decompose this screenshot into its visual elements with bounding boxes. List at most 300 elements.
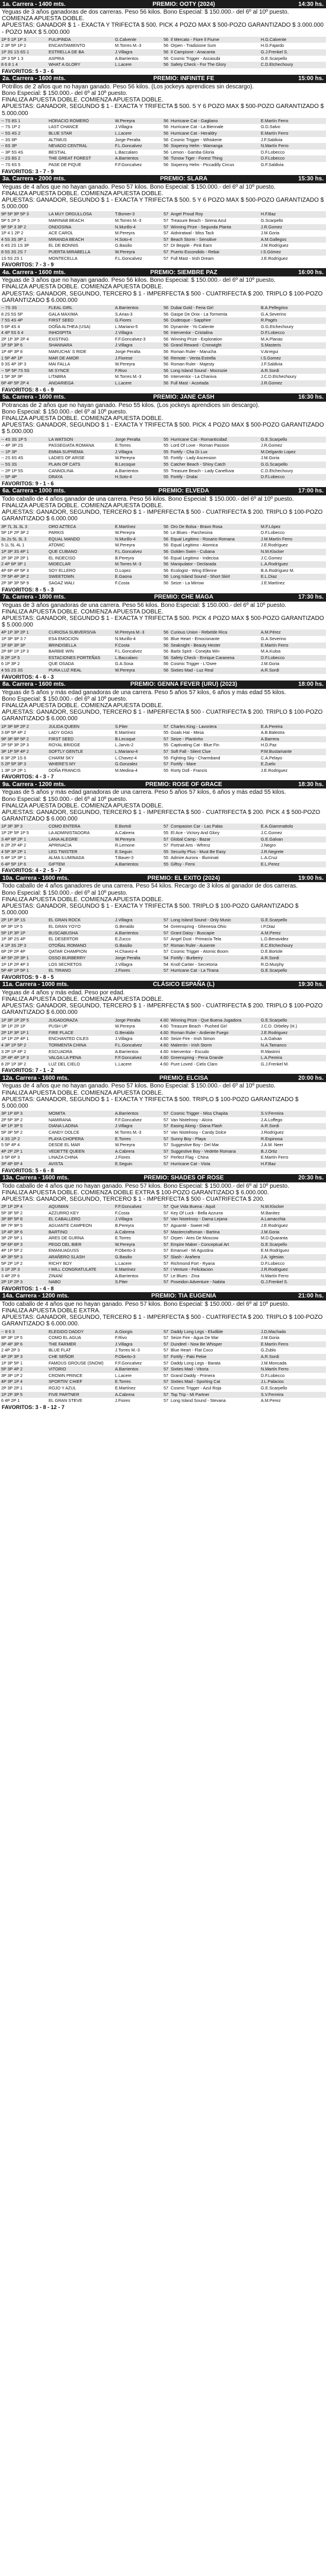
weight: 57 <box>164 1123 168 1129</box>
favorites: FAVORITOS: 8 - 6 - 9 <box>2 386 54 393</box>
jockey: J.Torres M.-3 <box>115 1347 140 1353</box>
entry-row <box>0 1398 326 1404</box>
condition-line: Yeguas de 3 años ganadoras de una carrera. Peso 56 kilos. Bono Especial: $ 150.000.- del 6º al 10º puesto. <box>2 602 287 609</box>
sire-dam: Angel Proud Roy <box>171 211 203 217</box>
trainer: I.P.Diaz <box>261 924 276 930</box>
weight: 56 <box>164 62 168 68</box>
condition-line: APUESTAS: GANADOR, SEGUNDO, TERCERO $ 1 - IMPERFECTA $ 500 - CUATRIFECTA $ 200. TRIPLO $ 100-POZO GARANTIZADO $ 6.000.000 <box>2 1003 323 1016</box>
weight: 56 <box>164 642 168 648</box>
jockey: S.Arias-3 <box>115 311 133 317</box>
sire-dam: Orpen - Ares De Moscow <box>171 1235 219 1241</box>
weight: 56 <box>164 661 168 667</box>
sire-dam: Knoll Cartier - Secretoria <box>171 961 218 967</box>
jockey: F.Costa <box>115 580 130 586</box>
entry-row <box>0 462 326 468</box>
weight: 4.60 <box>160 1017 168 1023</box>
jockey: L.Baccalaro <box>115 149 138 155</box>
weight: 57 <box>164 1204 168 1210</box>
weight: 57 <box>164 917 168 923</box>
entry-row <box>0 955 326 962</box>
horse-name: ENCHANTED CILES <box>49 1036 89 1042</box>
entry-row <box>0 1379 326 1385</box>
horse-name: EL GRAN ROCK <box>49 917 81 923</box>
weight: 55 <box>164 474 168 480</box>
race-conditions <box>0 495 326 524</box>
sire-dam: Cosmic Trigger - Azul Roja <box>171 1385 222 1391</box>
jockey: G.Basilio <box>115 1254 132 1260</box>
horse-name: SOY ELLERO <box>49 567 76 573</box>
jockey: W.Pereyra <box>115 530 135 536</box>
jockey: G.Calvente <box>115 36 136 42</box>
sire-dam: Hurricane Cat - Romanticidad <box>171 436 227 442</box>
jockey: F.F.Goncalvez-3 <box>115 336 146 342</box>
race-number: 13a. Carrera - 1600 mts. <box>2 1175 69 1182</box>
race-conditions <box>0 276 326 305</box>
sire-dam: Emanuel - Mi Agustina <box>171 1248 213 1254</box>
recent-form: 2P 3P 2P 1 <box>1 1385 23 1391</box>
horse-name: COMO EL AGUA <box>49 1335 81 1341</box>
horse-name: LAST CHANCE <box>49 124 79 130</box>
favorites: FAVORITOS: 8 - 5 - 3 <box>2 586 54 593</box>
race-block <box>0 780 326 874</box>
horse-name: MAR DE AMOR <box>49 355 79 361</box>
entry-row <box>0 968 326 974</box>
condition-line: FINALIZA APUESTA DOBLE. COMIENZA APUESTA DOBLE. <box>2 996 164 1003</box>
entry-row <box>0 930 326 937</box>
entry-row <box>0 56 326 62</box>
sire-dam: Treasure Beach - Lady Canelluva <box>171 468 234 473</box>
sire-dam: Seize Fire - Irish Simon <box>171 1036 215 1042</box>
race-block <box>0 0 326 75</box>
race-number: 3a. Carrera - 2000 mts. <box>2 176 66 183</box>
sire-dam: Top Trip - Mi Partner <box>171 1391 210 1397</box>
weight: 57 <box>164 1391 168 1397</box>
sire-dam: Beach Storm - Sensitive <box>171 236 217 242</box>
race-block <box>0 487 326 593</box>
recent-form: 9P 3P 9P 5P 2 <box>1 736 29 742</box>
race-time: 18:00 hs. <box>298 681 324 688</box>
jockey: A.Barrientos <box>115 1366 139 1372</box>
recent-form: 5 1L 5L 4L 1 <box>1 542 25 548</box>
horse-name: TORMENTA CHINA <box>49 1042 87 1048</box>
jockey: S.Piter <box>115 723 128 729</box>
jockey: T.Bomer-3 <box>115 211 135 217</box>
entry-row <box>0 1204 326 1210</box>
sire-dam: I Venture - Felicitacion <box>171 1267 213 1273</box>
entry-row <box>0 49 326 56</box>
horse-name: BARBIE WIN <box>49 648 74 654</box>
weight: 57 <box>164 1235 168 1241</box>
trainer: A.M.Gallegos <box>261 236 287 242</box>
sire-dam: Roman Ruler - Majesty <box>171 361 215 367</box>
trainer: J.E.Rodríguez <box>261 542 288 548</box>
jockey: M.Torres M.-3 <box>115 374 142 380</box>
condition-line: FINALIZA APUESTA DOBLE. COMIENZA APUESTA DOBLE. <box>2 415 164 422</box>
sire-dam: Il Campione - Anacanta <box>171 49 215 55</box>
entry-row <box>0 305 326 311</box>
jockey: E.Gaona <box>115 574 132 580</box>
race-header <box>0 75 326 83</box>
recent-form: 4 1P 3S 2P 3 <box>1 942 27 948</box>
trainer: G.E.Scarpello <box>261 1241 287 1247</box>
trainer: J.D.Machado <box>261 1328 286 1334</box>
horse-name: SWEETOWN <box>49 574 74 580</box>
entry-row <box>0 1049 326 1055</box>
recent-form: 5P 3P 5P 2 <box>1 1210 23 1216</box>
entry-row <box>0 317 326 324</box>
trainer: R.Mastrini <box>261 1048 280 1054</box>
entries-table <box>0 724 326 774</box>
jockey: L.Lacere <box>115 380 132 386</box>
condition-line: Yeguas de 3 años ganadoras de dos carreras. Peso 56 kilos. Bono Especial: $ 150.000.- del 6º al 10º puesto. <box>2 9 289 15</box>
sire-dam: Cosmic Trigger - L'Osee <box>171 661 217 667</box>
sire-dam: Equal Legitimo - Atomica <box>171 542 218 548</box>
race-time: 15:30 hs. <box>298 176 324 183</box>
sire-dam: Safety Check - For The Glory <box>171 62 226 68</box>
race-block <box>0 1292 326 1411</box>
horse-name: DRAYA <box>49 474 63 480</box>
entries-table <box>0 305 326 387</box>
horse-name: EL TIRANO <box>49 968 71 974</box>
sire-dam: Treasure Beach - Sirena Azul <box>171 217 226 223</box>
weight: 57 <box>164 949 168 955</box>
entry-row <box>0 162 326 168</box>
recent-form: 1P 3P 6P 2P 2 <box>1 723 29 729</box>
sire-dam: Greenspring - Ghenesia Ohio <box>171 924 226 930</box>
horse-name: LUZ DEL CIELO <box>49 1061 80 1067</box>
weight: 56 <box>164 629 168 635</box>
weight: 55 <box>164 755 168 761</box>
horse-name: MARINAB BEACH <box>49 217 84 223</box>
sire-dam: Equal Legitimo - Indecisa <box>171 555 219 561</box>
race-conditions <box>0 989 326 1017</box>
recent-form: 6 4P 2P 1 <box>1 1398 20 1404</box>
sire-dam: Lemon - Gamba Gloria <box>171 149 215 155</box>
jockey: L.Lacere <box>115 130 132 136</box>
race-time: 18:30 hs. <box>298 781 324 788</box>
recent-form: -- 5S 4S 2 <box>1 130 21 136</box>
trainer: A.M.Perez <box>261 930 281 936</box>
horse-name: EMMA SUPREMA <box>49 449 84 454</box>
race-premio: PREMIO: OOTY (2024) <box>152 1 215 8</box>
weight: 56 <box>164 349 168 355</box>
entries-table <box>0 1017 326 1068</box>
jockey: F.L.Goncalvez <box>115 1042 142 1048</box>
weight: 56 <box>164 667 168 673</box>
weight: 57 <box>164 1142 168 1148</box>
entry-row <box>0 861 326 868</box>
jockey: G.Beraldo <box>115 924 135 930</box>
trainer: L.A.Pereira <box>261 1055 282 1061</box>
weight: 56 <box>164 336 168 342</box>
recent-form: 8 2P 1P 5 <box>1 654 20 660</box>
sire-dam: Cosmic Trigger - Whiskerie <box>171 136 222 142</box>
trainer: C.D.Etchechoury <box>261 468 293 473</box>
race-number: 14a. Carrera - 1200 mts. <box>2 1293 69 1300</box>
jockey: J.Villagra <box>115 49 133 55</box>
weight: 56 <box>164 36 168 42</box>
horse-name: APRINACIA <box>49 842 72 848</box>
jockey: N.Murillo-4 <box>115 635 136 641</box>
recent-form: 2P 1P 2P 3 <box>1 1279 23 1285</box>
race-premio: PREMIO: TIA EUGENIA <box>151 1293 216 1300</box>
weight: 4.60 <box>160 1048 168 1054</box>
trainer: J.E.Rodriguez <box>261 1029 288 1035</box>
horse-name: ARES DE GURNA <box>49 1235 84 1241</box>
horse-name: LEG TWISTER <box>49 848 78 854</box>
entry-row <box>0 749 326 755</box>
race-number: 12a. Carrera - 1600 mts. <box>2 1074 69 1082</box>
trainer: G.E.Scarpello <box>261 1017 287 1023</box>
recent-form: 3 5P 6P 3 <box>1 1155 20 1160</box>
entry-row <box>0 549 326 555</box>
weight: 57 <box>164 1273 168 1279</box>
entry-row <box>0 755 326 762</box>
weight: 56 <box>164 523 168 529</box>
horse-name: LANA ALEGRE <box>49 836 78 842</box>
recent-form: 3P 8P 5P 8 <box>1 1216 23 1222</box>
entry-row <box>0 380 326 387</box>
recent-form: 5P 4P 1P 5P 1 <box>1 968 29 974</box>
trainer: E.L.Diaz <box>261 574 277 580</box>
recent-form: 2P 1P 3P 2P 4 <box>1 336 29 342</box>
sire-dam: Winning Prize - Exploration <box>171 336 222 342</box>
horse-name: ALMA ILUMINADA <box>49 855 85 861</box>
sire-dam: Dubai Gold - Feria Girl <box>171 304 213 310</box>
weight: 56 <box>164 580 168 586</box>
race-premio: PREMIO: ELCISA <box>159 1074 209 1082</box>
entry-row <box>0 1329 326 1335</box>
jockey: B.Pereyra <box>115 1222 134 1228</box>
recent-form: 5P 3P 5P 2 <box>1 1129 23 1135</box>
horse-name: DESDE EL MAR <box>49 1142 81 1148</box>
trainer: M.D.Quaranta <box>261 1235 288 1241</box>
weight: 57 <box>164 1229 168 1235</box>
sire-dam: Sunny Boy - Playa <box>171 1136 206 1141</box>
weight: 56 <box>164 635 168 641</box>
horse-name: ESTRELLA DE BA <box>49 49 84 55</box>
sire-dam: Rorty Doll - Francis <box>171 767 207 773</box>
sire-dam: Winning Prize - Segunda Planta <box>171 224 231 230</box>
jockey: Jorge Peralta <box>115 349 140 355</box>
race-time: 19:30 hs. <box>298 981 324 988</box>
trainer: E.C.Etchechoury <box>261 942 293 948</box>
trainer: A.Barrera <box>261 736 279 742</box>
horse-name: BRINDISELLA <box>49 642 76 648</box>
recent-form: 4P 1P 3P 5 <box>1 1123 23 1129</box>
trainer: P.M.Bustamante <box>261 748 292 754</box>
trainer: L.A.Galvan <box>261 1036 282 1042</box>
trainer: A.R.Sordi <box>261 667 279 673</box>
trainer: L.D.Benavidez <box>261 936 289 942</box>
recent-form: 8 3P 2P 1S 6 <box>1 755 27 761</box>
condition-line: APUESTAS: GANADOR, SEGUNDO, TERCERO $ 1 - IMPERFECTA $ 500 - CUATRIFECTA $ 200. <box>2 1195 265 1203</box>
trainer: G.F.Saldivia <box>261 161 284 167</box>
race-header <box>0 268 326 276</box>
horse-name: PLAIN OF CATS <box>49 462 81 468</box>
sire-dam: Seize Fire - Agua De Mar <box>171 1335 219 1341</box>
trainer: J.A.M. Neer <box>261 1142 283 1148</box>
horse-name: LA ADMINISTADORA <box>49 829 90 835</box>
sire-dam: Fortify - Mare <box>171 761 196 767</box>
entry-row <box>0 355 326 362</box>
recent-form: 4 3S 1P 2 <box>1 1136 20 1141</box>
jockey: W.Pereyra <box>115 667 135 673</box>
sire-dam: Ecologist - Wing Ellerine <box>171 567 217 573</box>
weight: 57 <box>164 1328 168 1334</box>
jockey: W.Pereyra <box>115 117 135 123</box>
jockey: F.F.Goncalvez <box>115 1055 142 1061</box>
sire-dam: Gaspe De Onix - La Tormenta <box>171 311 228 317</box>
race-time: 20:30 hs. <box>298 1175 324 1182</box>
entry-row <box>0 218 326 224</box>
trainer: G.E.Galvan <box>261 836 283 842</box>
horse-name: MIRANDA BEACH <box>49 236 84 242</box>
recent-form: 1P 2P 3P 5 <box>1 1391 23 1397</box>
weight: 56 <box>164 367 168 373</box>
trainer: D.F.Lobecco <box>261 1372 285 1378</box>
race-header <box>0 1074 326 1082</box>
sire-dam: Daddy Long Legs - Eludible <box>171 1328 223 1334</box>
sire-dam: Blue Heart - Flat Coco <box>171 1347 213 1353</box>
race-number: 7a. Carrera - 1800 mts. <box>2 594 66 601</box>
jockey: M.Pereyra M.-3 <box>115 629 145 635</box>
weight: 57 <box>164 1248 168 1254</box>
weight: 57 <box>164 1354 168 1360</box>
recent-form: 1P 4 1 2P 2 <box>1 230 24 236</box>
horse-name: ESA EMOCION <box>49 635 79 641</box>
trainer: J.R.Rodriguez <box>261 1267 288 1273</box>
trainer: J.M.Goria <box>261 1229 280 1235</box>
condition-line: FINALIZA APUESTA DOBLE. COMIENZA APUESTA DOBLE. <box>2 190 164 197</box>
entry-row <box>0 823 326 830</box>
sire-dam: Interventor - Cristalina <box>171 330 213 336</box>
entry-row <box>0 667 326 674</box>
favorites: FAVORITOS: 3 - 8 - 12 - 7 <box>2 1404 65 1410</box>
race-header <box>0 780 326 788</box>
trainer: G.E.Scarpello <box>261 436 287 442</box>
horse-name: PEGO DEL BIER <box>49 1241 82 1247</box>
entry-row <box>0 368 326 374</box>
jockey: A.Cabrera <box>115 829 135 835</box>
trainer: I.S.Gómez <box>261 249 281 255</box>
jockey: J.Villagra <box>115 449 133 454</box>
entry-row <box>0 374 326 380</box>
recent-form: 3P 1P 5P 4P 2 <box>1 748 29 754</box>
sire-dam: Le Blues - Zina <box>171 1273 200 1279</box>
horse-name: ASPRIA <box>49 55 65 61</box>
entry-row <box>0 655 326 662</box>
weight: 56 <box>164 117 168 123</box>
jockey: W.Pereyra <box>115 542 135 548</box>
entries-table <box>0 524 326 587</box>
recent-form: 3 4P 2P 6 <box>1 1273 20 1279</box>
jockey: L.Mariano-5 <box>115 323 138 329</box>
sire-dam: Grand Reward - Cronwight <box>171 342 222 348</box>
entry-row <box>0 542 326 549</box>
recent-form: 5 6P 4S 4 <box>1 323 20 329</box>
recent-form: 1P 3P 3P 3 <box>1 823 23 829</box>
horse-name: MI SYNCE <box>49 367 69 373</box>
sire-dam: Sixties Mad - Luz Real <box>171 667 213 673</box>
jockey: P.Oberto-3 <box>115 1354 136 1360</box>
recent-form: 6 1P 3P 2 <box>1 661 20 667</box>
trainer: J.L.Palacios <box>261 1379 284 1385</box>
entry-row <box>0 455 326 462</box>
jockey: N.Murillo-4 <box>115 536 136 542</box>
condition-line: Yeguas de 4 años y más edad. Peso por edad. <box>2 989 125 996</box>
horse-name: EL DESERTOR <box>49 936 79 942</box>
condition-line: Todo caballo de 4 años que no hayan ganado. Peso 57 kilos. Bono Especial: $ 150.000.- del 6º al 10º puesto. <box>2 1300 289 1308</box>
entry-row <box>0 37 326 43</box>
jockey: G.A.Sosa <box>115 661 133 667</box>
trainer: E.L.Perez <box>261 861 280 867</box>
jockey: N.Murillo-4 <box>115 224 136 230</box>
sire-dam: Slash - Arañera <box>171 1254 200 1260</box>
horse-name: EXISTING <box>49 336 69 342</box>
jockey: E.Torres <box>115 443 131 449</box>
sire-dam: Safety Check - Enrique Caranena <box>171 654 235 660</box>
weight: 55 <box>164 449 168 454</box>
horse-name: PARKIS <box>49 530 64 536</box>
weight: 55 <box>164 742 168 748</box>
jockey: E.Torres <box>115 1235 131 1241</box>
trainer: J.C.Gomez <box>261 829 282 835</box>
entry-row <box>0 736 326 743</box>
horse-name: DIANA LADINA <box>49 1123 78 1129</box>
race-premio: PREMIO: EL EXITO (2024) <box>147 874 220 882</box>
jockey: F.F.Goncalvez <box>115 1360 142 1366</box>
entry-row <box>0 568 326 574</box>
favorites: FAVORITOS: 4 - 6 - 3 <box>2 673 54 680</box>
entry-row <box>0 1149 326 1155</box>
recent-form: 2 4P 6P 3P 1 <box>1 561 26 567</box>
sire-dam: Pure Loved - Cielo Claro <box>171 1061 218 1067</box>
race-premio: PREMIO: SIEMBRE PAZ <box>150 269 218 276</box>
weight: 55 <box>164 730 168 736</box>
jockey: L.Chavez-4 <box>115 755 137 761</box>
recent-form: 5P 5 2P 5 <box>1 217 20 223</box>
trainer: G.E.Scarpello <box>261 55 287 61</box>
entries-table <box>0 211 326 262</box>
sire-dam: Blue Heart - Emocionante <box>171 635 220 641</box>
entries-table <box>0 37 326 68</box>
weight: 55 <box>164 462 168 468</box>
horse-name: PUERTA MIRABELLA <box>49 249 91 255</box>
horse-name: FIVE PARTNER <box>49 1391 79 1397</box>
horse-name: THE FARMER <box>49 1341 76 1347</box>
sire-dam: Portrait Arts - Wfrenz <box>171 842 210 848</box>
entry-row <box>0 1235 326 1242</box>
recent-form: -- 3P 5S 4S <box>1 149 24 155</box>
trainer: J.C.D. Orbeley (H.) <box>261 1023 298 1029</box>
recent-form: 6P 3P 1P 5 <box>1 924 23 930</box>
entry-row <box>0 443 326 449</box>
weight: 57 <box>164 1366 168 1372</box>
recent-form: 2P 1P 2P 4 <box>1 1204 23 1210</box>
sire-dam: Fortify - Burberry <box>171 955 203 961</box>
trainer: A.Lamacchia <box>261 1216 286 1222</box>
horse-name: EL DE BONNIS <box>49 243 79 249</box>
recent-form: 8 2S 5S 5P <box>1 311 23 317</box>
trainer: J.E.Rodríguez <box>261 1222 288 1228</box>
recent-form: -- 7S 8S 1 <box>1 117 21 123</box>
recent-form: 2P 1P 3P 1S <box>1 917 25 923</box>
entry-row <box>0 629 326 636</box>
weight: 57 <box>164 1360 168 1366</box>
sire-dam: Richmond Fort - Ryana <box>171 1260 215 1266</box>
horse-name: ANDARIEGA <box>49 380 74 386</box>
